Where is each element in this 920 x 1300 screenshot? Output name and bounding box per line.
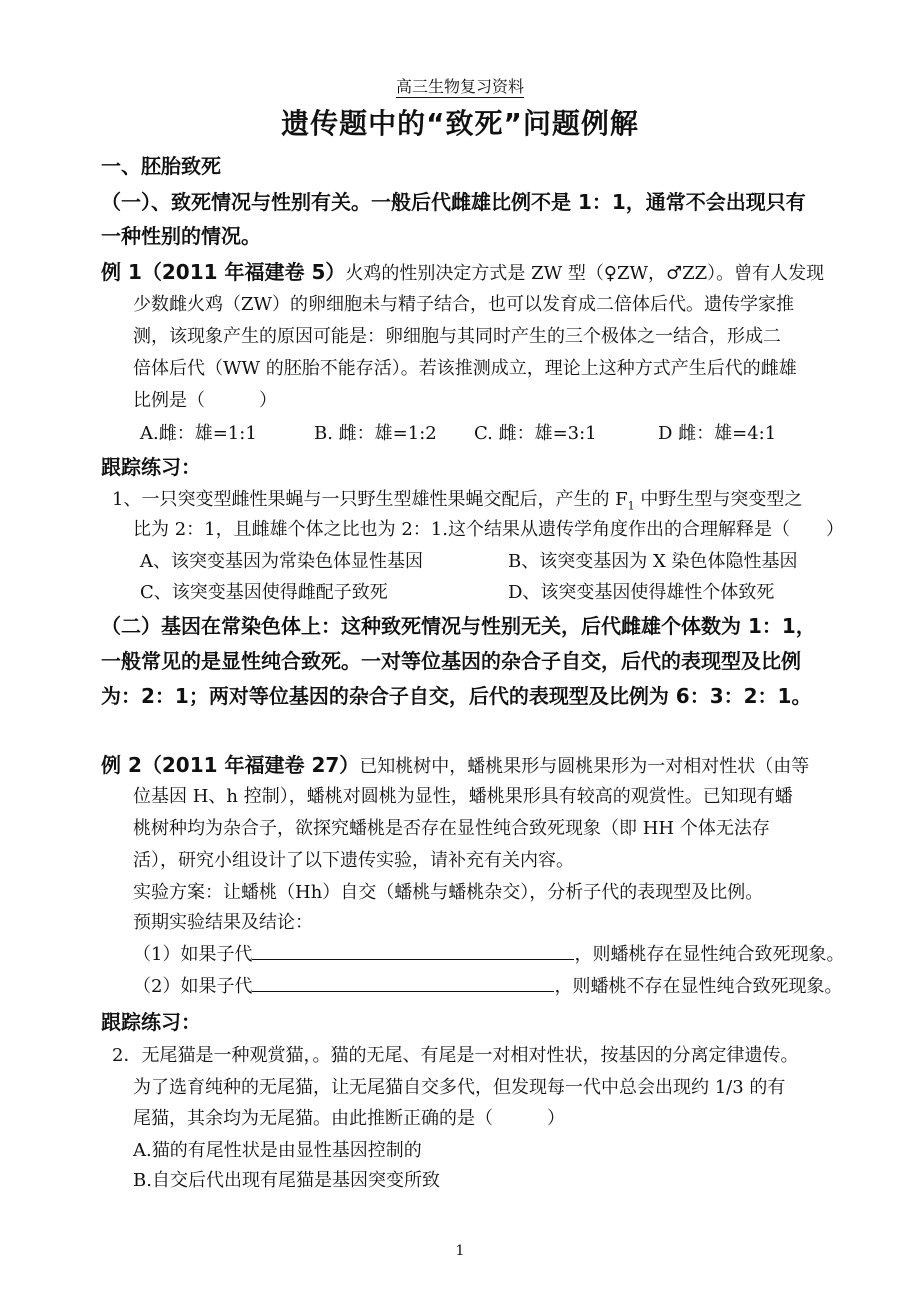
example-2-line5: 实验方案：让蟠桃（Hh）自交（蟠桃与蟠桃杂交），分析子代的表现型及比例。: [133, 882, 764, 903]
answer-blank-2[interactable]: [252, 973, 554, 992]
practice-1-option-d: D、该突变基因使得雄性个体致死: [508, 582, 775, 603]
practice-1-line2: 比为 2：1，且雌雄个体之比也为 2：1.这个结果从遗传学角度作出的合理解释是（ ）: [133, 519, 844, 540]
section-heading: 一、胚胎致死: [101, 154, 221, 178]
example-2-question-2: （2）如果子代 ，则蟠桃不存在显性纯合致死现象。: [133, 972, 842, 998]
example-2-line1: 例 2（2011 年福建卷 27）已知桃树中，蟠桃果形与圆桃果形为一对相对性状（由等: [101, 753, 810, 777]
subsection-heading-1-line1: （一）、致死情况与性别有关。一般后代雌雄比例不是 1：1，通常不会出现只有: [101, 190, 806, 214]
practice-label-1: 跟踪练习：: [101, 455, 201, 479]
example-2-question-1: （1）如果子代 ，则蟠桃存在显性纯合致死现象。: [133, 940, 844, 966]
subsection-heading-1-line2: 一种性别的情况。: [101, 224, 261, 248]
subsection-heading-2-line1: （二）基因在常染色体上：这种致死情况与性别无关，后代雌雄个体数为 1：1，: [101, 614, 816, 638]
practice-1-option-b: B、该突变基因为 X 染色体隐性基因: [508, 551, 798, 572]
practice-label-2: 跟踪练习：: [101, 1010, 201, 1034]
example-1-option-c: C. 雌：雄=3:1: [474, 423, 597, 444]
subsection-heading-2-line3: 为：2：1；两对等位基因的杂合子自交，后代的表现型及比例为 6：3：2：1。: [101, 684, 812, 708]
example-1-option-a: A.雌：雄=1:1: [140, 423, 257, 444]
example-1-line1: 例 1（2011 年福建卷 5）火鸡的性别决定方式是 ZW 型（♀ZW，♂ZZ）。曾有人发现: [101, 260, 825, 284]
practice-2-option-a: A.猫的有尾性状是由显性基因控制的: [133, 1140, 422, 1161]
page-number: 1: [455, 1243, 465, 1259]
example-1-line3: 测，该现象产生的原因可能是：卵细胞与其同时产生的三个极体之一结合，形成二: [133, 326, 781, 347]
example-1-option-b: B. 雌：雄=1:2: [314, 423, 437, 444]
example-2-line6: 预期实验结果及结论：: [133, 912, 313, 933]
practice-2-option-b: B.自交后代出现有尾猫是基因突变所致: [133, 1170, 440, 1191]
example-2-line4: 活），研究小组设计了以下遗传实验，请补充有关内容。: [133, 850, 574, 871]
example-1-option-d: D 雌：雄=4:1: [658, 423, 777, 444]
page-title: 遗传题中的“致死”问题例解: [281, 107, 639, 140]
practice-1-option-c: C、该突变基因使得雌配子致死: [140, 582, 388, 603]
example-2-label: 例 2（2011 年福建卷 27）: [101, 753, 360, 777]
example-2-line2: 位基因 H、h 控制），蟠桃对圆桃为显性，蟠桃果形具有较高的观赏性。已知现有蟠: [133, 786, 793, 807]
example-1-line2: 少数雌火鸡（ZW）的卵细胞未与精子结合，也可以发育成二倍体后代。遗传学家推: [133, 294, 795, 315]
practice-1-line1: 1、一只突变型雌性果蝇与一只野生型雄性果蝇交配后，产生的 $F_1$ 中野生型与突变型之: [112, 489, 803, 513]
practice-1-option-a: A、该突变基因为常染色体显性基因: [140, 551, 423, 572]
page-header: 高三生物复习资料: [395, 77, 524, 96]
example-2-line3: 桃树种均为杂合子，欲探究蟠桃是否存在显性纯合致死现象（即 HH 个体无法存: [133, 818, 770, 839]
example-1-label: 例 1（2011 年福建卷 5）: [101, 260, 346, 284]
practice-2-line2: 为了选育纯种的无尾猫，让无尾猫自交多代，但发现每一代中总会出现约 1/3 的有: [133, 1077, 786, 1098]
answer-blank-1[interactable]: [252, 941, 574, 960]
example-1-line5: 比例是（ ）: [133, 390, 277, 411]
practice-2-line1: 2．无尾猫是一种观赏猫，。猫的无尾、有尾是一对相对性状，按基因的分离定律遗传。: [112, 1045, 799, 1066]
example-1-line4: 倍体后代（WW 的胚胎不能存活）。若该推测成立，理论上这种方式产生后代的雌雄: [133, 358, 797, 379]
practice-2-line3: 尾猫，其余均为无尾猫。由此推断正确的是（ ）: [133, 1108, 565, 1129]
subsection-heading-2-line2: 一般常见的是显性纯合致死。一对等位基因的杂合子自交，后代的表现型及比例: [101, 649, 801, 673]
